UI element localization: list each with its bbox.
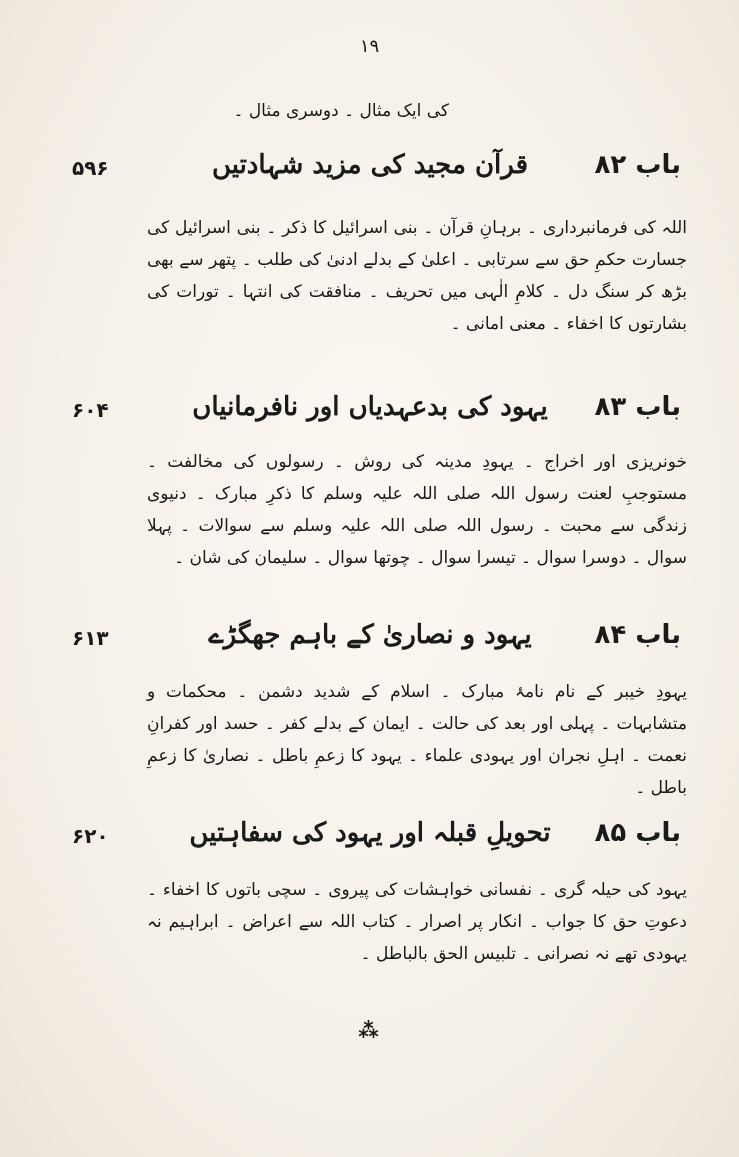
end-ornament: ⁂ — [358, 1018, 381, 1042]
chapter-label: باب ۸۳ — [594, 392, 681, 422]
chapter-title: یہود و نصاریٰ کے باہم جھگڑے — [208, 620, 532, 650]
chapter-topics: یہودِ خیبر کے نام نامۂ مبارک ۔ اسلام کے شدید دشمن ۔ محکمات و متشابہات ۔ پہلی اور بعد کی حالت ۔ ایمان کے بدلے کفر ۔ حسد اور کفرانِ نعمت ۔ اہلِ نجران اور یہودی علماء ۔ یہود کا زعمِ باطل ۔ نصاریٰ کا زعمِ باطل ۔ — [147, 682, 687, 798]
chapter-title: قرآن مجید کی مزید شہادتیں — [211, 150, 529, 180]
chapter-label: باب ۸۵ — [594, 818, 681, 848]
chapter-title: یہود کی بدعہدیاں اور نافرمانیاں — [192, 392, 548, 422]
chapter-page-number: ۶۰۴ — [72, 398, 109, 422]
chapter-topics: خونریزی اور اخراج ۔ یہودِ مدینہ کی روش ۔ رسولوں کی مخالفت ۔ مستوجبِ لعنت رسول اللہ صلی اللہ علیہ وسلم کا ذکرِ مبارک ۔ دنیوی زندگی سے محبت ۔ رسول اللہ صلی اللہ علیہ وسلم سے سوالات ۔ پہلا سوال ۔ دوسرا سوال ۔ تیسرا سوال ۔ چوتھا سوال ۔ سلیمان کی شان ۔ — [147, 452, 687, 568]
chapter-label: باب ۸۴ — [594, 620, 681, 650]
page-number: ١٩ — [359, 36, 380, 57]
chapter-page-number: ۵۹۶ — [72, 156, 109, 180]
chapter-page-number: ۶۱۳ — [72, 626, 109, 650]
chapter-title: تحویلِ قبلہ اور یہود کی سفاہتیں — [189, 818, 551, 848]
chapter-label: باب ۸۲ — [594, 150, 681, 180]
chapter-topics: اللہ کی فرمانبرداری ۔ برہانِ قرآن ۔ بنی اسرائیل کا ذکر ۔ بنی اسرائیل کی جسارت حکمِ حق سے سرتابی ۔ اعلیٰ کے بدلے ادنیٰ کی طلب ۔ پتھر سے بھی بڑھ کر سنگ دل ۔ کلامِ الٰہی میں تحریف ۔ منافقت کی انتہا ۔ تورات کی بشارتوں کا اخفاء ۔ معنی امانی ۔ — [147, 218, 687, 334]
continuation-line: کی ایک مثال ۔ دوسری مثال ۔ — [233, 101, 449, 121]
chapter-page-number: ۶۲۰ — [72, 824, 109, 848]
chapter-topics: یہود کی حیلہ گری ۔ نفسانی خواہشات کی پیروی ۔ سچی باتوں کا اخفاء ۔ دعوتِ حق کا جواب ۔ انکار پر اصرار ۔ کتاب اللہ سے اعراض ۔ ابراہیم نہ یہودی تھے نہ نصرانی ۔ تلبیس الحق بالباطل ۔ — [147, 880, 687, 964]
